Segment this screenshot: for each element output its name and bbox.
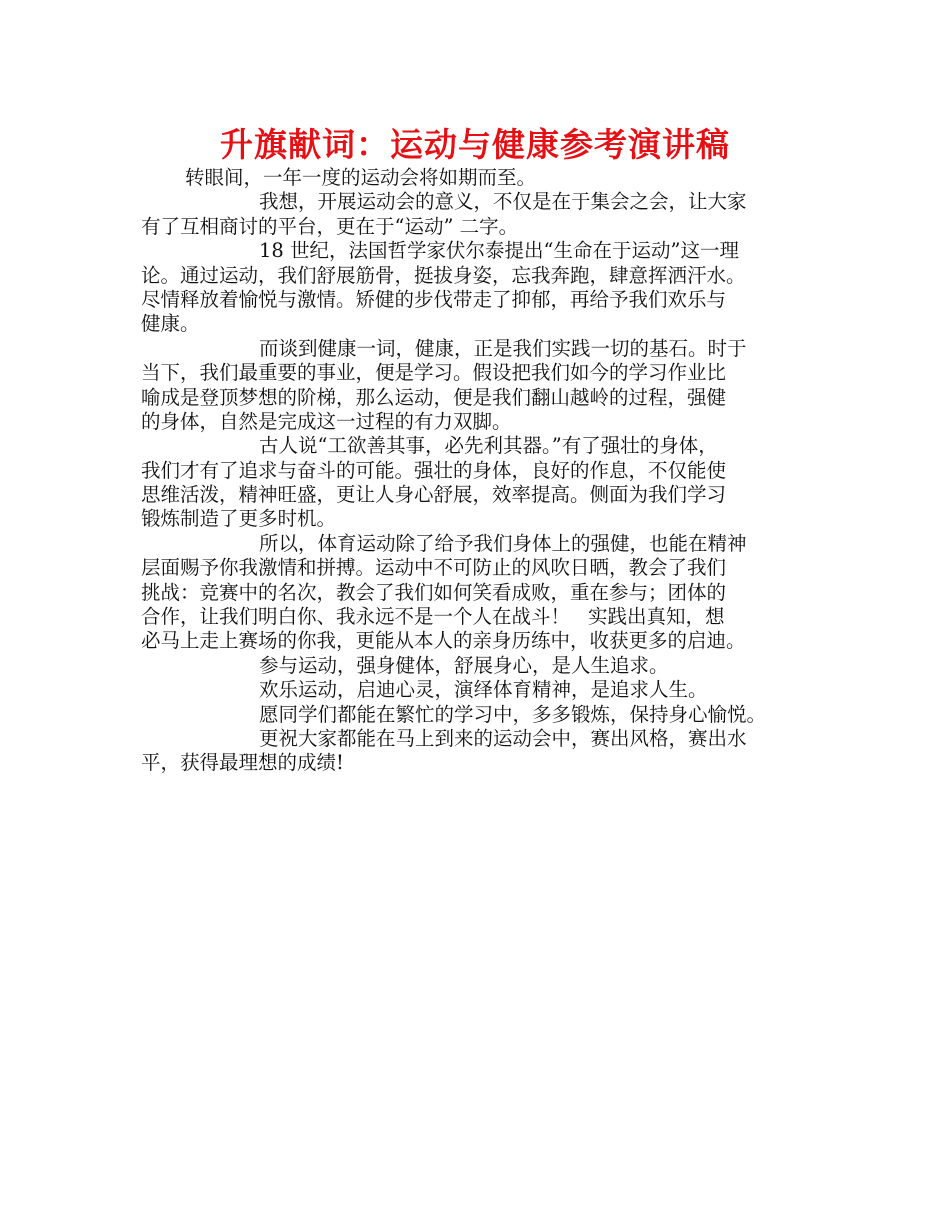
- body-line: 挑战：竞赛中的名次，教会了我们如何笑看成败，重在参与；团体的: [141, 580, 727, 604]
- body-line: 转眼间，一年一度的运动会将如期而至。: [185, 166, 537, 189]
- body-line: 而谈到健康一词，健康，正是我们实践一切的基石。时于: [259, 336, 747, 360]
- body-line: 古人说“工欲善其事，必先利其器。”有了强壮的身体，: [259, 434, 718, 458]
- body-line: 更祝大家都能在马上到来的运动会中，赛出风格，赛出水: [259, 726, 747, 750]
- body-line: 论。通过运动，我们舒展筋骨，挺拔身姿，忘我奔跑，肆意挥洒汗水。: [141, 263, 746, 287]
- body-line: 必马上走上赛场的你我，更能从本人的亲身历练中，收获更多的启迪。: [141, 629, 746, 653]
- body-line: 欢乐运动，启迪心灵，演绎体育精神，是追求人生。: [259, 678, 708, 702]
- body-line: 参与运动，强身健体，舒展身心，是人生追求。: [259, 653, 669, 677]
- body-line: 的身体，自然是完成这一过程的有力双脚。: [141, 409, 512, 433]
- document-body: [141, 166, 813, 776]
- document-title: 升旗献词：运动与健康参考演讲稿: [220, 125, 730, 164]
- body-line: 尽情释放着愉悦与激情。矫健的步伐带走了抑郁，再给予我们欢乐与: [141, 287, 727, 311]
- body-line: 层面赐予你我激情和拼搏。运动中不可防止的风吹日晒，教会了我们: [141, 556, 727, 580]
- body-line: 有了互相商讨的平台，更在于“运动” 二字。: [141, 214, 519, 238]
- body-line: 我想，开展运动会的意义，不仅是在于集会之会，让大家: [259, 190, 747, 214]
- body-line: 我们才有了追求与奋斗的可能。强壮的身体，良好的作息，不仅能使: [141, 458, 727, 482]
- body-line: 所以，体育运动除了给予我们身体上的强健，也能在精神: [259, 531, 747, 555]
- body-line-part: 实践出真知，想: [588, 605, 725, 629]
- body-line-part: 合作，让我们明白你、我永远不是一个人在战斗！: [141, 605, 571, 629]
- body-line: 18 世纪，法国哲学家伏尔泰提出“生命在于运动”这一理: [259, 239, 739, 263]
- body-line: 锻炼制造了更多时机。: [141, 507, 337, 531]
- body-line: 喻成是登顶梦想的阶梯，那么运动，便是我们翻山越岭的过程，强健: [141, 385, 727, 409]
- body-line: 平，获得最理想的成绩!: [141, 751, 344, 775]
- body-line: 当下，我们最重要的事业，便是学习。假设把我们如今的学习作业比: [141, 361, 727, 385]
- body-line-composite: [141, 605, 813, 629]
- body-line: 健康。: [141, 312, 200, 336]
- body-line: 愿同学们都能在繁忙的学习中，多多锻炼，保持身心愉悦。: [259, 702, 767, 726]
- body-line: 思维活泼，精神旺盛，更让人身心舒展，效率提高。侧面为我们学习: [141, 483, 727, 507]
